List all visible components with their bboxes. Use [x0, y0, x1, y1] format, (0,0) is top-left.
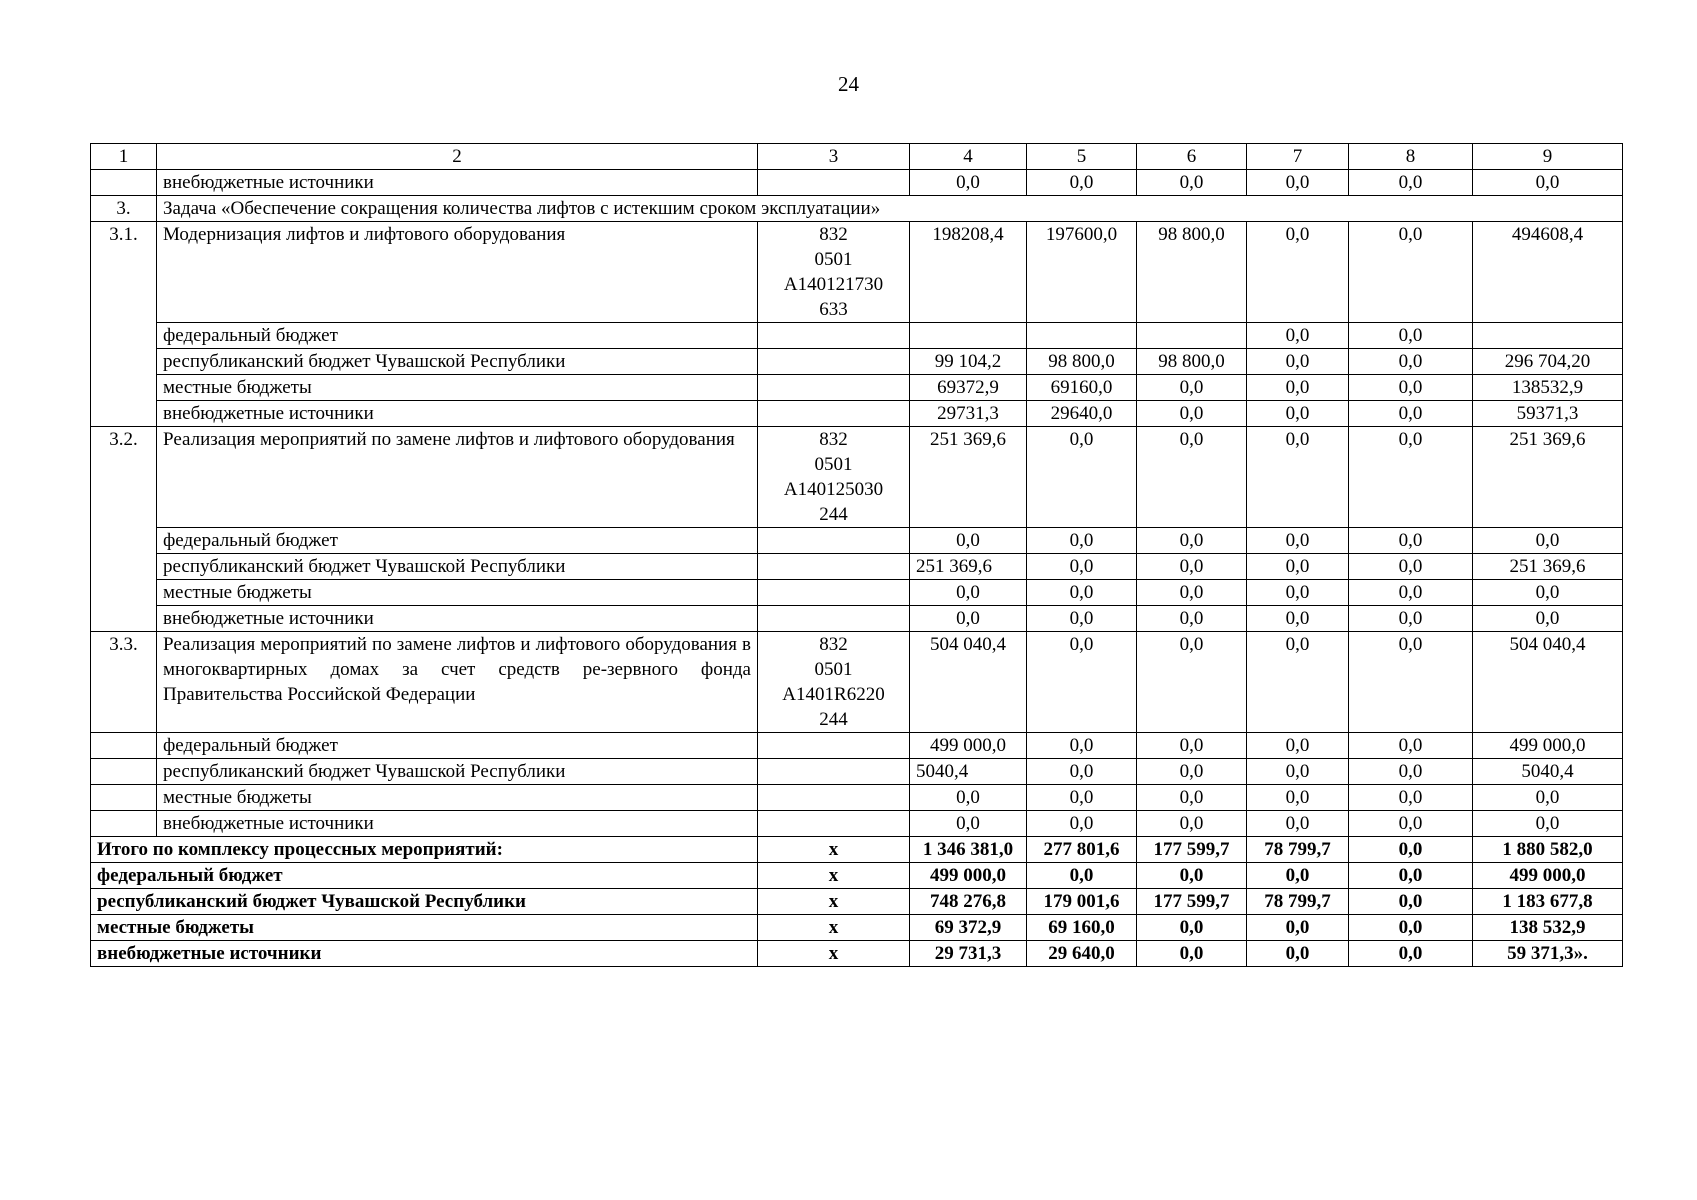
value-cell: 59371,3	[1473, 401, 1623, 427]
column-number: 9	[1473, 144, 1623, 170]
value-cell: 0,0	[1247, 349, 1349, 375]
column-number: 5	[1027, 144, 1137, 170]
value-cell: 0,0	[1473, 785, 1623, 811]
funding-source-label: федеральный бюджет	[157, 528, 758, 554]
row-number-cell	[91, 170, 157, 196]
value-cell: 0,0	[1247, 785, 1349, 811]
code-cell	[758, 759, 910, 785]
value-cell: 0,0	[1137, 528, 1247, 554]
value-cell: 251 369,6	[1473, 427, 1623, 528]
total-value: 0,0	[1247, 863, 1349, 889]
measure-number: 3.2.	[91, 427, 157, 632]
value-cell: 0,0	[910, 785, 1027, 811]
funding-row	[91, 580, 1623, 606]
total-row	[91, 915, 1623, 941]
code-cell	[758, 580, 910, 606]
total-value: 499 000,0	[1473, 863, 1623, 889]
value-cell: 0,0	[1247, 733, 1349, 759]
total-value: 59 371,3».	[1473, 941, 1623, 967]
funding-row	[91, 401, 1623, 427]
column-number: 4	[910, 144, 1027, 170]
value-cell: 0,0	[1247, 580, 1349, 606]
column-number: 1	[91, 144, 157, 170]
funding-row	[91, 170, 1623, 196]
task-title: Задача «Обеспечение сокращения количества лифтов с истекшим сроком эксплуатации»	[157, 196, 1623, 222]
column-number: 8	[1349, 144, 1473, 170]
value-cell: 504 040,4	[1473, 632, 1623, 733]
value-cell: 69160,0	[1027, 375, 1137, 401]
total-value: 0,0	[1349, 915, 1473, 941]
value-cell: 69372,9	[910, 375, 1027, 401]
value-cell: 0,0	[1027, 170, 1137, 196]
code-cell	[758, 554, 910, 580]
funding-row	[91, 323, 1623, 349]
value-cell: 0,0	[910, 170, 1027, 196]
value-cell: 0,0	[1247, 222, 1349, 323]
value-cell: 0,0	[1349, 785, 1473, 811]
funding-row	[91, 349, 1623, 375]
value-cell: 5040,4	[1473, 759, 1623, 785]
total-value: 69 160,0	[1027, 915, 1137, 941]
funding-row	[91, 759, 1623, 785]
value-cell: 499 000,0	[910, 733, 1027, 759]
budget-code-line: 244	[819, 709, 848, 730]
budget-code	[758, 222, 910, 323]
row-number-cell	[91, 785, 157, 811]
task-number: 3.	[91, 196, 157, 222]
funding-source-label: республиканский бюджет Чувашской Республики	[157, 349, 758, 375]
total-label: внебюджетные источники	[91, 941, 758, 967]
funding-source-label: местные бюджеты	[157, 375, 758, 401]
value-cell: 0,0	[1349, 528, 1473, 554]
value-cell: 0,0	[1137, 785, 1247, 811]
value-cell: 0,0	[910, 606, 1027, 632]
value-cell: 0,0	[1349, 632, 1473, 733]
value-cell: 0,0	[1247, 759, 1349, 785]
funding-row	[91, 528, 1623, 554]
budget-table	[90, 143, 1623, 967]
total-label: Итого по комплексу процессных мероприятий:	[91, 837, 758, 863]
budget-code-line: А1401R6220	[782, 684, 885, 705]
code-cell	[758, 811, 910, 837]
funding-source-label: внебюджетные источники	[157, 170, 758, 196]
value-cell: 0,0	[1027, 528, 1137, 554]
code-cell	[758, 401, 910, 427]
total-value: 0,0	[1349, 889, 1473, 915]
value-cell: 0,0	[1349, 427, 1473, 528]
funding-row	[91, 375, 1623, 401]
value-cell: 0,0	[1247, 401, 1349, 427]
value-cell: 0,0	[1473, 811, 1623, 837]
measure-name: Реализация мероприятий по замене лифтов и лифтового оборудования в многоквартирных домах за счет средств ре-зервного фонда Правительства Российской Федерации	[157, 632, 758, 733]
value-cell: 138532,9	[1473, 375, 1623, 401]
value-cell: 29731,3	[910, 401, 1027, 427]
column-number: 2	[157, 144, 758, 170]
total-value: 748 276,8	[910, 889, 1027, 915]
value-cell: 0,0	[1473, 170, 1623, 196]
value-cell: 0,0	[1027, 785, 1137, 811]
value-cell: 198208,4	[910, 222, 1027, 323]
code-cell	[758, 170, 910, 196]
value-cell: 98 800,0	[1137, 222, 1247, 323]
value-cell: 29640,0	[1027, 401, 1137, 427]
total-code: х	[758, 863, 910, 889]
value-cell: 0,0	[910, 811, 1027, 837]
code-cell	[758, 785, 910, 811]
value-cell: 0,0	[1137, 759, 1247, 785]
value-cell	[910, 323, 1027, 349]
total-value: 0,0	[1247, 915, 1349, 941]
value-cell: 0,0	[1027, 554, 1137, 580]
budget-code-line: 244	[819, 504, 848, 525]
code-cell	[758, 733, 910, 759]
value-cell: 0,0	[1137, 811, 1247, 837]
value-cell: 0,0	[1473, 528, 1623, 554]
measure-name: Реализация мероприятий по замене лифтов и лифтового оборудования	[157, 427, 758, 528]
value-cell: 0,0	[1027, 811, 1137, 837]
value-cell: 0,0	[1349, 323, 1473, 349]
value-cell: 5040,4	[910, 759, 1027, 785]
value-cell: 0,0	[1247, 427, 1349, 528]
total-value: 0,0	[1349, 863, 1473, 889]
value-cell: 0,0	[910, 580, 1027, 606]
total-value: 138 532,9	[1473, 915, 1623, 941]
value-cell: 296 704,20	[1473, 349, 1623, 375]
total-value: 179 001,6	[1027, 889, 1137, 915]
budget-code-line: А140125030	[783, 479, 884, 500]
total-value: 0,0	[1349, 837, 1473, 863]
total-value: 0,0	[1027, 863, 1137, 889]
total-value: 29 640,0	[1027, 941, 1137, 967]
total-label: федеральный бюджет	[91, 863, 758, 889]
total-value: 1 880 582,0	[1473, 837, 1623, 863]
total-value: 0,0	[1137, 863, 1247, 889]
value-cell: 0,0	[1349, 349, 1473, 375]
total-label: республиканский бюджет Чувашской Республики	[91, 889, 758, 915]
value-cell: 197600,0	[1027, 222, 1137, 323]
value-cell: 0,0	[1137, 632, 1247, 733]
value-cell: 0,0	[1027, 606, 1137, 632]
value-cell: 0,0	[1349, 554, 1473, 580]
budget-code	[758, 427, 910, 528]
budget-code-line: А140121730	[783, 274, 884, 295]
value-cell: 0,0	[1247, 632, 1349, 733]
value-cell: 98 800,0	[1027, 349, 1137, 375]
value-cell: 0,0	[1247, 528, 1349, 554]
total-value: 177 599,7	[1137, 837, 1247, 863]
budget-code-line: 832	[819, 429, 848, 450]
budget-code-line: 832	[819, 224, 848, 245]
value-cell: 99 104,2	[910, 349, 1027, 375]
value-cell	[1473, 323, 1623, 349]
value-cell: 0,0	[910, 528, 1027, 554]
value-cell: 0,0	[1349, 606, 1473, 632]
value-cell: 0,0	[1349, 375, 1473, 401]
funding-source-label: внебюджетные источники	[157, 811, 758, 837]
column-number: 3	[758, 144, 910, 170]
measure-row	[91, 222, 1623, 323]
funding-source-label: республиканский бюджет Чувашской Республики	[157, 554, 758, 580]
measure-number: 3.1.	[91, 222, 157, 427]
value-cell: 0,0	[1137, 733, 1247, 759]
budget-code-line: 0501	[814, 454, 853, 475]
total-value: 69 372,9	[910, 915, 1027, 941]
total-value: 0,0	[1247, 941, 1349, 967]
value-cell: 0,0	[1247, 375, 1349, 401]
funding-row	[91, 785, 1623, 811]
total-value: 1 346 381,0	[910, 837, 1027, 863]
row-number-cell	[91, 811, 157, 837]
value-cell: 0,0	[1247, 606, 1349, 632]
funding-source-label: республиканский бюджет Чувашской Республики	[157, 759, 758, 785]
total-value: 0,0	[1137, 915, 1247, 941]
funding-source-label: местные бюджеты	[157, 785, 758, 811]
column-number-row	[91, 144, 1623, 170]
funding-source-label: внебюджетные источники	[157, 401, 758, 427]
value-cell: 98 800,0	[1137, 349, 1247, 375]
value-cell: 0,0	[1137, 554, 1247, 580]
value-cell: 0,0	[1027, 759, 1137, 785]
value-cell: 0,0	[1349, 170, 1473, 196]
measure-row	[91, 632, 1623, 733]
value-cell: 0,0	[1137, 170, 1247, 196]
value-cell: 0,0	[1247, 811, 1349, 837]
budget-code-line: 633	[819, 299, 848, 320]
total-row	[91, 863, 1623, 889]
value-cell: 504 040,4	[910, 632, 1027, 733]
value-cell: 251 369,6	[1473, 554, 1623, 580]
value-cell: 0,0	[1349, 811, 1473, 837]
total-value: 78 799,7	[1247, 837, 1349, 863]
value-cell: 0,0	[1027, 632, 1137, 733]
total-value: 1 183 677,8	[1473, 889, 1623, 915]
value-cell: 0,0	[1473, 606, 1623, 632]
funding-row	[91, 606, 1623, 632]
total-label: местные бюджеты	[91, 915, 758, 941]
total-code: х	[758, 837, 910, 863]
code-cell	[758, 528, 910, 554]
funding-row	[91, 811, 1623, 837]
funding-source-label: федеральный бюджет	[157, 323, 758, 349]
task-row	[91, 196, 1623, 222]
total-code: х	[758, 889, 910, 915]
value-cell: 0,0	[1247, 554, 1349, 580]
value-cell: 251 369,6	[910, 554, 1027, 580]
value-cell: 0,0	[1349, 580, 1473, 606]
page-number: 24	[838, 72, 859, 96]
budget-code	[758, 632, 910, 733]
value-cell: 0,0	[1349, 222, 1473, 323]
budget-code-line: 0501	[814, 659, 853, 680]
measure-number: 3.3.	[91, 632, 157, 733]
total-value: 78 799,7	[1247, 889, 1349, 915]
total-code: х	[758, 941, 910, 967]
funding-row	[91, 733, 1623, 759]
value-cell: 0,0	[1349, 401, 1473, 427]
value-cell: 0,0	[1027, 733, 1137, 759]
total-value: 177 599,7	[1137, 889, 1247, 915]
code-cell	[758, 375, 910, 401]
budget-code-line: 0501	[814, 249, 853, 270]
funding-source-label: федеральный бюджет	[157, 733, 758, 759]
total-row	[91, 889, 1623, 915]
value-cell: 0,0	[1137, 401, 1247, 427]
column-number: 7	[1247, 144, 1349, 170]
value-cell: 494608,4	[1473, 222, 1623, 323]
total-row	[91, 837, 1623, 863]
value-cell: 0,0	[1473, 580, 1623, 606]
value-cell: 0,0	[1247, 323, 1349, 349]
measure-row	[91, 427, 1623, 528]
budget-code-line: 832	[819, 634, 848, 655]
value-cell: 499 000,0	[1473, 733, 1623, 759]
value-cell: 0,0	[1027, 580, 1137, 606]
funding-row	[91, 554, 1623, 580]
value-cell: 0,0	[1247, 170, 1349, 196]
funding-source-label: местные бюджеты	[157, 580, 758, 606]
total-value: 0,0	[1349, 941, 1473, 967]
total-code: х	[758, 915, 910, 941]
total-value: 0,0	[1137, 941, 1247, 967]
code-cell	[758, 323, 910, 349]
value-cell: 0,0	[1137, 606, 1247, 632]
measure-name: Модернизация лифтов и лифтового оборудования	[157, 222, 758, 323]
value-cell: 251 369,6	[910, 427, 1027, 528]
total-row	[91, 941, 1623, 967]
total-value: 277 801,6	[1027, 837, 1137, 863]
value-cell: 0,0	[1349, 759, 1473, 785]
value-cell: 0,0	[1027, 427, 1137, 528]
code-cell	[758, 606, 910, 632]
row-number-cell	[91, 733, 157, 759]
value-cell	[1137, 323, 1247, 349]
total-value: 499 000,0	[910, 863, 1027, 889]
row-number-cell	[91, 759, 157, 785]
column-number: 6	[1137, 144, 1247, 170]
code-cell	[758, 349, 910, 375]
total-value: 29 731,3	[910, 941, 1027, 967]
value-cell: 0,0	[1349, 733, 1473, 759]
value-cell	[1027, 323, 1137, 349]
value-cell: 0,0	[1137, 375, 1247, 401]
value-cell: 0,0	[1137, 427, 1247, 528]
funding-source-label: внебюджетные источники	[157, 606, 758, 632]
value-cell: 0,0	[1137, 580, 1247, 606]
